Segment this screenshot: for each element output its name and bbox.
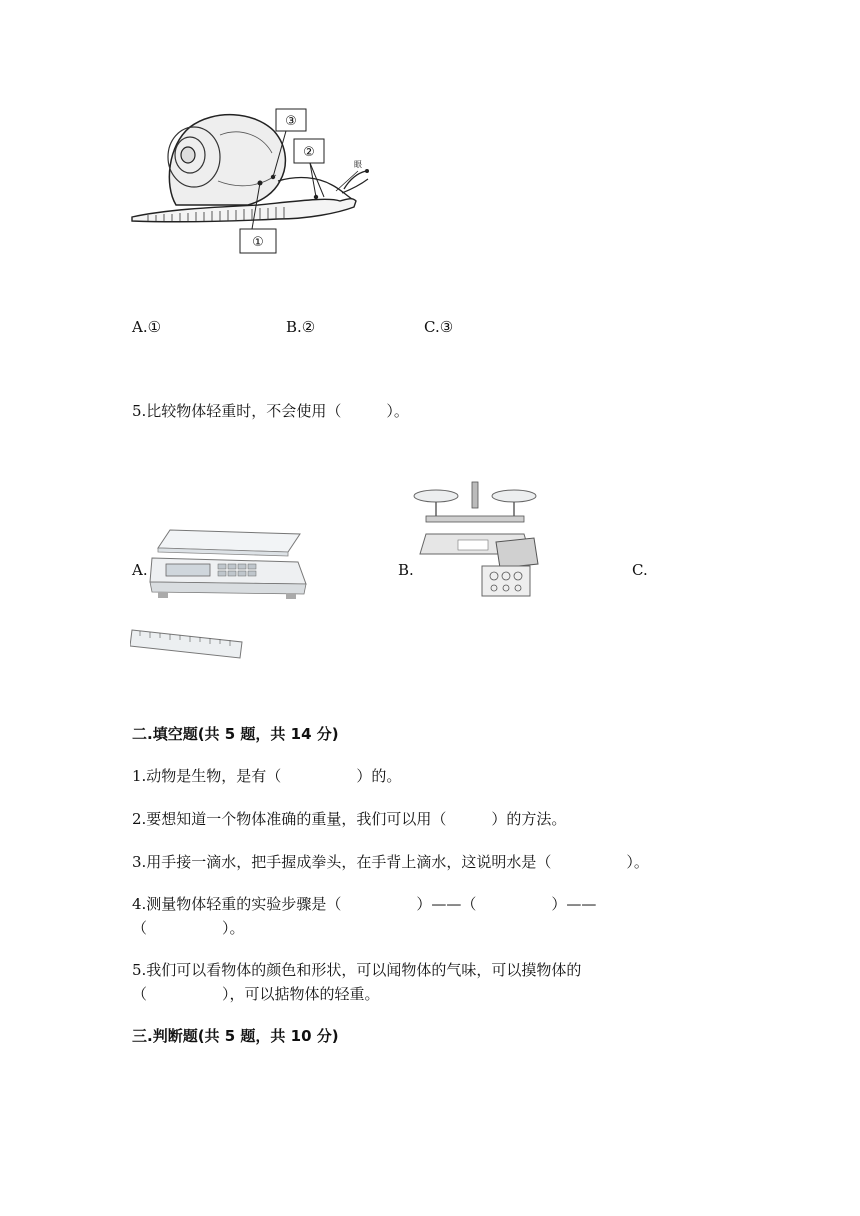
ruler-image bbox=[130, 626, 244, 662]
q5-stem: 5.比较物体轻重时，不会使用（ ）。 bbox=[132, 402, 409, 420]
fill-item-1: 1.动物是生物，是有（ ）的。 bbox=[132, 767, 402, 785]
eye-label: 眼 bbox=[354, 160, 362, 169]
q5-option-b-label: B. bbox=[398, 561, 414, 579]
q4-option-c: C.③ bbox=[424, 318, 454, 336]
callout-1: ① bbox=[252, 235, 264, 250]
fill-item-4-line1: 4.测量物体轻重的实验步骤是（ ）——（ ）—— bbox=[132, 895, 597, 913]
section3-heading: 三.判断题(共 5 题，共 10 分) bbox=[132, 1027, 339, 1045]
balance-scale-image bbox=[412, 478, 540, 602]
callout-2: ② bbox=[303, 145, 315, 160]
electronic-scale-image bbox=[146, 524, 310, 602]
fill-item-3: 3.用手接一滴水，把手握成拳头，在手背上滴水，这说明水是（ ）。 bbox=[132, 853, 649, 871]
fill-item-5-line2: （ ），可以掂物体的轻重。 bbox=[132, 985, 380, 1003]
q4-option-a: A.① bbox=[132, 318, 162, 336]
section2-heading: 二.填空题(共 5 题，共 14 分) bbox=[132, 725, 339, 743]
fill-item-5-line1: 5.我们可以看物体的颜色和形状，可以闻物体的气味，可以摸物体的 bbox=[132, 961, 582, 979]
q4-option-b: B.② bbox=[286, 318, 316, 336]
fill-item-4-line2: （ ）。 bbox=[132, 919, 245, 937]
fill-item-2: 2.要想知道一个物体准确的重量，我们可以用（ ）的方法。 bbox=[132, 810, 567, 828]
q5-option-c-label: C. bbox=[632, 561, 648, 579]
snail-figure bbox=[128, 105, 388, 260]
callout-3: ③ bbox=[285, 114, 297, 129]
q5-option-a-label: A. bbox=[132, 561, 148, 579]
